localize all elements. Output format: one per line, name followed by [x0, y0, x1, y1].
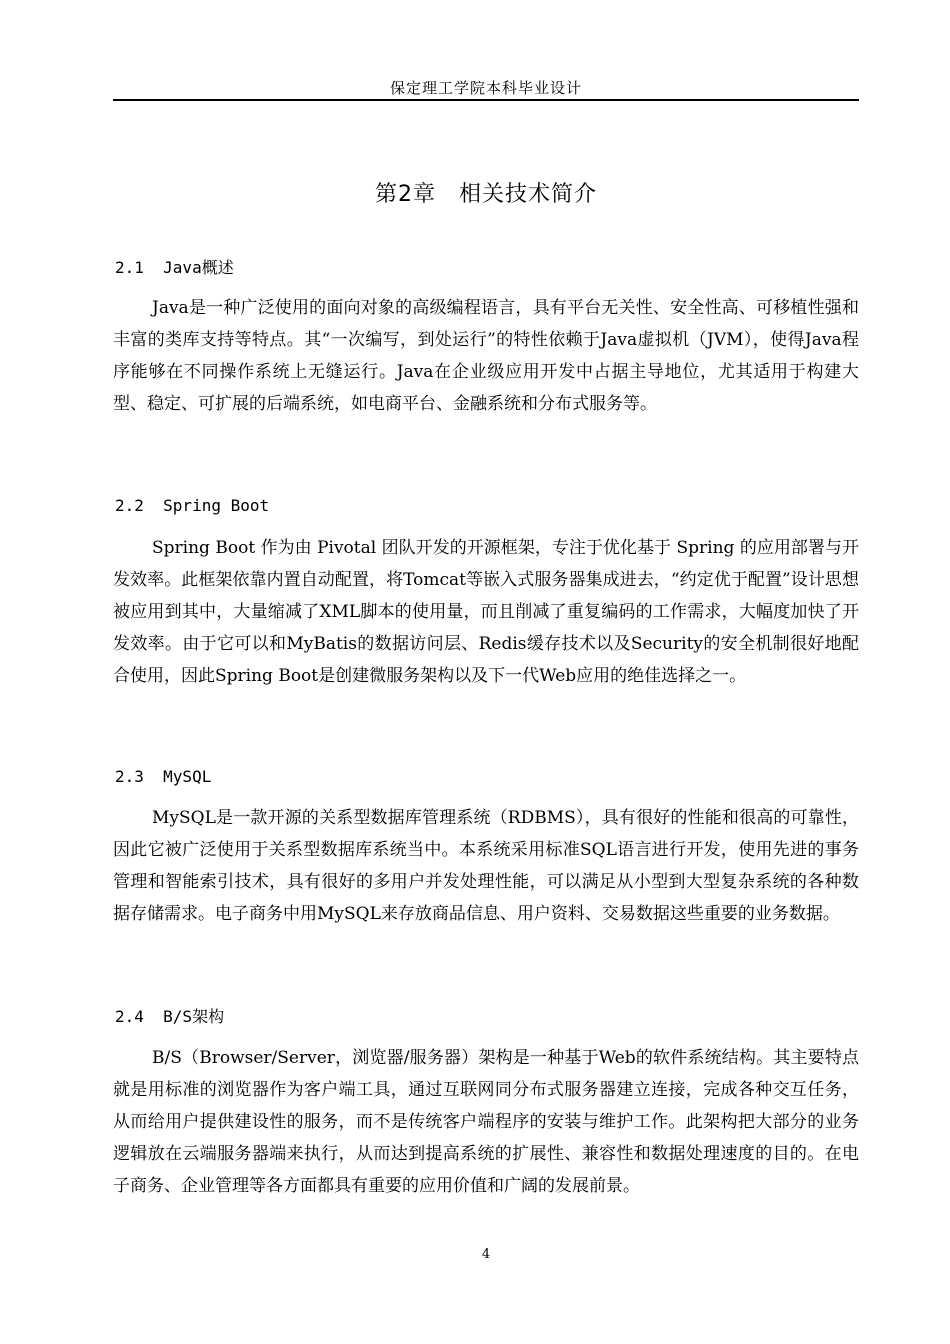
chapter-title: 第2章 相关技术简介 — [375, 182, 597, 207]
section-heading-mysql: 2.3 MySQL — [115, 767, 212, 786]
running-header: 保定理工学院本科毕业设计 — [389, 79, 582, 97]
section-heading-spring-boot: 2.2 Spring Boot — [115, 496, 270, 515]
page-number: 4 — [481, 1247, 491, 1262]
section-paragraph-spring-boot: Spring Boot 作为由 Pivotal 团队开发的开源框架，专注于优化基于 Spring 的应用部署与开发效率。此框架依靠内置自动配置，将Tomcat等嵌入式服务器集成进去，“约定优于配置”设计思想被应用到其中，大量缩减了XML脚本的使用量，而且削减了重复编码的工作需求，大幅度加快了开发效率。由于它可以和MyBatis的数据访问层、Redis缓存技术以及Security的安全机制很好地配合使用，因此Spring Boot是创建微服务架构以及下一代Web应用的绝佳选择之一。 — [113, 538, 859, 686]
header-rule — [113, 99, 859, 101]
section-paragraph-java: Java是一种广泛使用的面向对象的高级编程语言，具有平台无关性、安全性高、可移植性强和丰富的类库支持等特点。其“一次编写，到处运行”的特性依赖于Java虚拟机（JVM），使得Java程序能够在不同操作系统上无缝运行。Java在企业级应用开发中占据主导地位，尤其适用于构建大型、稳定、可扩展的后端系统，如电商平台、金融系统和分布式服务等。 — [113, 298, 859, 414]
section-paragraph-bs-architecture: B/S（Browser/Server，浏览器/服务器）架构是一种基于Web的软件系统结构。其主要特点就是用标准的浏览器作为客户端工具，通过互联网同分布式服务器建立连接，完成各种交互任务，从而给用户提供建设性的服务，而不是传统客户端程序的安装与维护工作。此架构把大部分的业务逻辑放在云端服务器端来执行，从而达到提高系统的扩展性、兼容性和数据处理速度的目的。在电子商务、企业管理等各方面都具有重要的应用价值和广阔的发展前景。 — [113, 1048, 859, 1196]
section-heading-bs-architecture: 2.4 B/S架构 — [115, 1007, 225, 1026]
section-paragraph-mysql: MySQL是一款开源的关系型数据库管理系统（RDBMS），具有很好的性能和很高的可靠性，因此它被广泛使用于关系型数据库系统当中。本系统采用标准SQL语言进行开发，使用先进的事务管理和智能索引技术，具有很好的多用户并发处理性能，可以满足从小型到大型复杂系统的各种数据存储需求。电子商务中用MySQL来存放商品信息、用户资料、交易数据这些重要的业务数据。 — [113, 808, 859, 924]
section-heading-java: 2.1 Java概述 — [115, 258, 234, 277]
